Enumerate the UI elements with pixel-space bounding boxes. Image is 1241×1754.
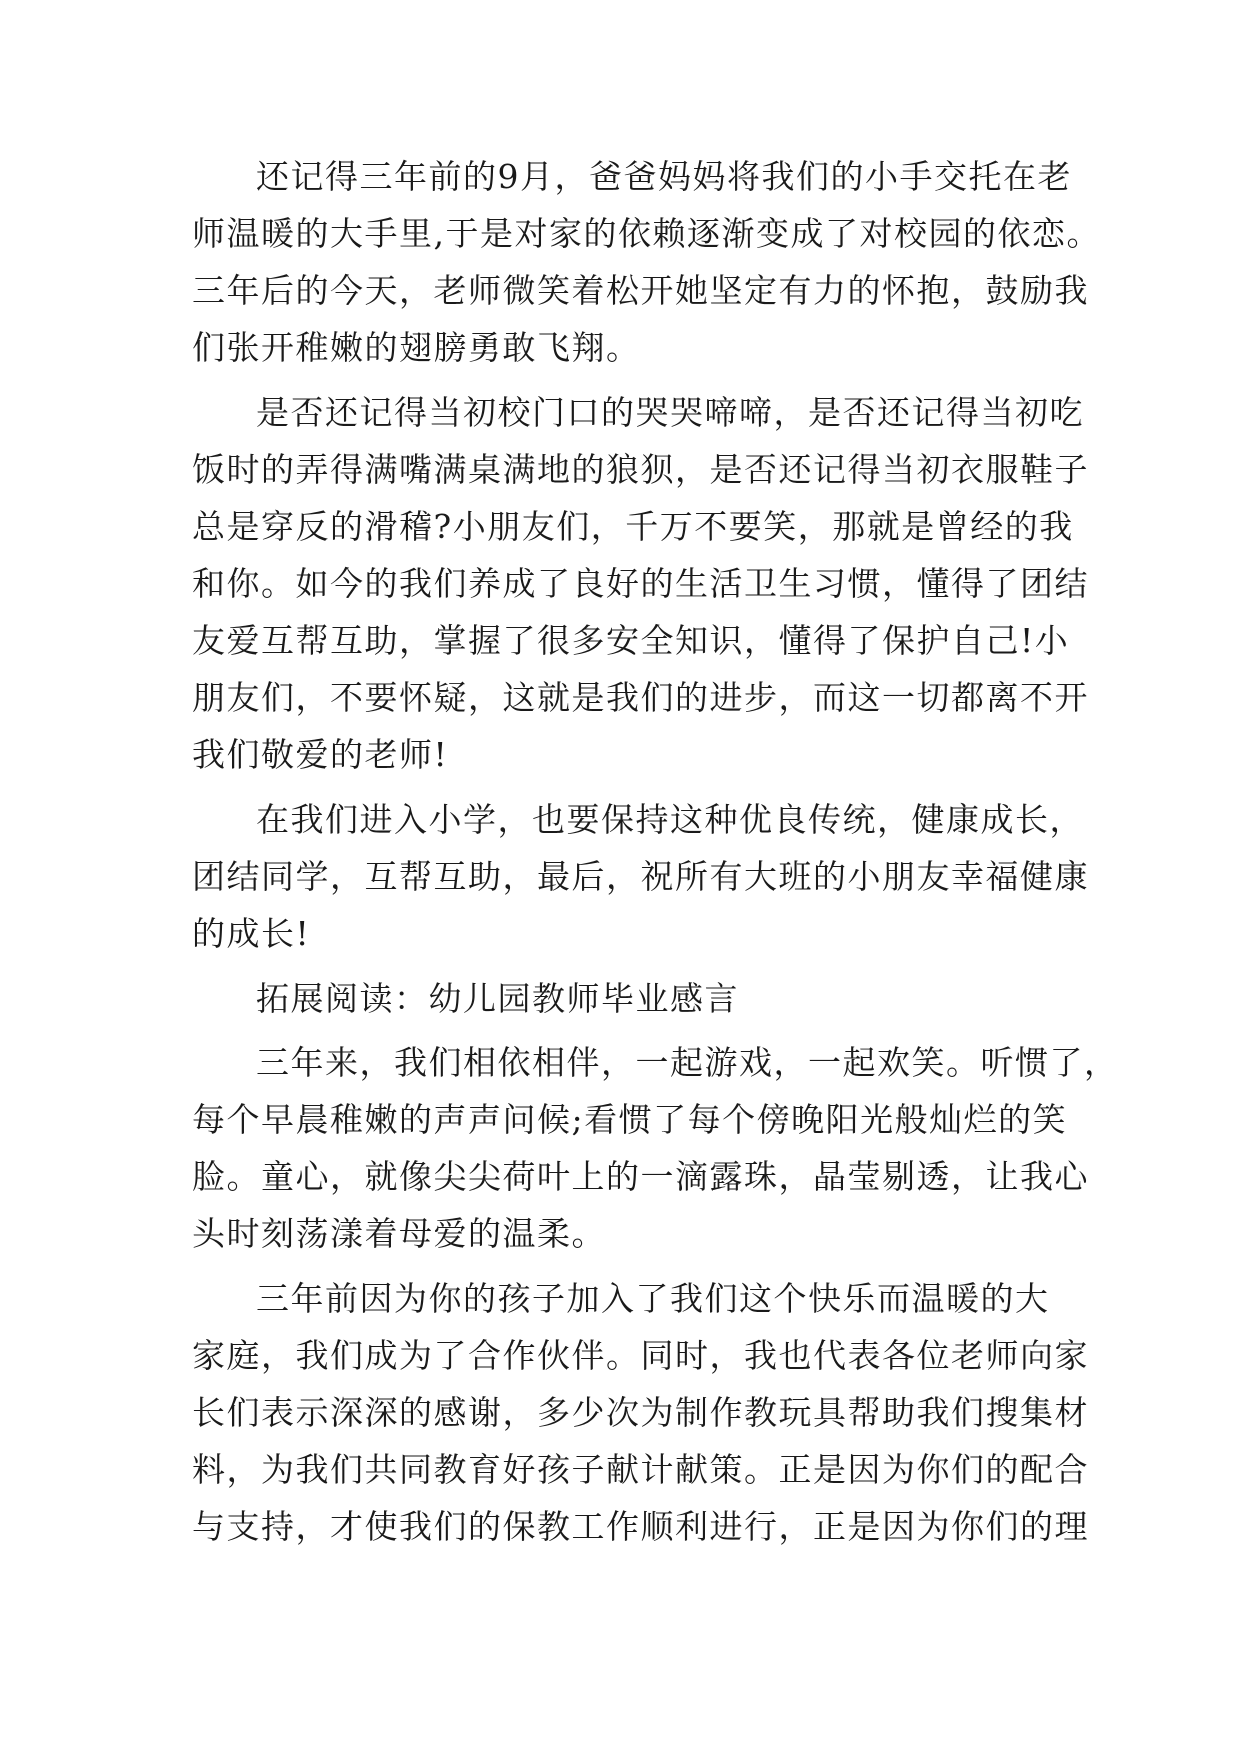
paragraph-2-line-2: 饭时的弄得满嘴满桌满地的狼狈，是否还记得当初衣服鞋子	[192, 450, 1089, 489]
paragraph-2-line-7: 我们敬爱的老师!	[192, 735, 449, 774]
paragraph-5-line-1: 三年来，我们相依相伴，一起游戏，一起欢笑。听惯了，	[256, 1043, 1119, 1082]
paragraph-3-line-3: 的成长!	[192, 914, 311, 953]
paragraph-5-line-4: 头时刻荡漾着母爱的温柔。	[192, 1214, 606, 1253]
paragraph-2-line-1: 是否还记得当初校门口的哭哭啼啼，是否还记得当初吃	[256, 393, 1084, 432]
extended-reading-heading: 拓展阅读：幼儿园教师毕业感言	[256, 979, 739, 1018]
paragraph-6-line-5: 与支持，才使我们的保教工作顺利进行，正是因为你们的理	[192, 1507, 1089, 1546]
paragraph-1-line-1: 还记得三年前的9月，爸爸妈妈将我们的小手交托在老	[256, 157, 1072, 196]
paragraph-5-line-3: 脸。童心，就像尖尖荷叶上的一滴露珠，晶莹剔透，让我心	[192, 1157, 1089, 1196]
paragraph-2-line-5: 友爱互帮互助，掌握了很多安全知识，懂得了保护自己!小	[192, 621, 1070, 660]
paragraph-3-line-1: 在我们进入小学，也要保持这种优良传统，健康成长，	[256, 800, 1084, 839]
paragraph-1-line-3: 三年后的今天，老师微笑着松开她坚定有力的怀抱，鼓励我	[192, 271, 1089, 310]
paragraph-2-line-4: 和你。如今的我们养成了良好的生活卫生习惯，懂得了团结	[192, 564, 1089, 603]
paragraph-6-line-3: 长们表示深深的感谢，多少次为制作教玩具帮助我们搜集材	[192, 1393, 1089, 1432]
paragraph-1-line-2: 师温暖的大手里,于是对家的依赖逐渐变成了对校园的依恋。	[192, 214, 1101, 253]
paragraph-1-line-4: 们张开稚嫩的翅膀勇敢飞翔。	[192, 328, 641, 367]
paragraph-3-line-2: 团结同学，互帮互助，最后，祝所有大班的小朋友幸福健康	[192, 857, 1089, 896]
paragraph-6-line-4: 料，为我们共同教育好孩子献计献策。正是因为你们的配合	[192, 1450, 1089, 1489]
paragraph-6-line-2: 家庭，我们成为了合作伙伴。同时，我也代表各位老师向家	[192, 1336, 1089, 1375]
paragraph-2-line-6: 朋友们，不要怀疑，这就是我们的进步，而这一切都离不开	[192, 678, 1089, 717]
paragraph-2-line-3: 总是穿反的滑稽?小朋友们，千万不要笑，那就是曾经的我	[192, 507, 1074, 546]
paragraph-5-line-2: 每个早晨稚嫩的声声问候;看惯了每个傍晚阳光般灿烂的笑	[192, 1100, 1068, 1139]
paragraph-6-line-1: 三年前因为你的孩子加入了我们这个快乐而温暖的大	[256, 1279, 1050, 1318]
